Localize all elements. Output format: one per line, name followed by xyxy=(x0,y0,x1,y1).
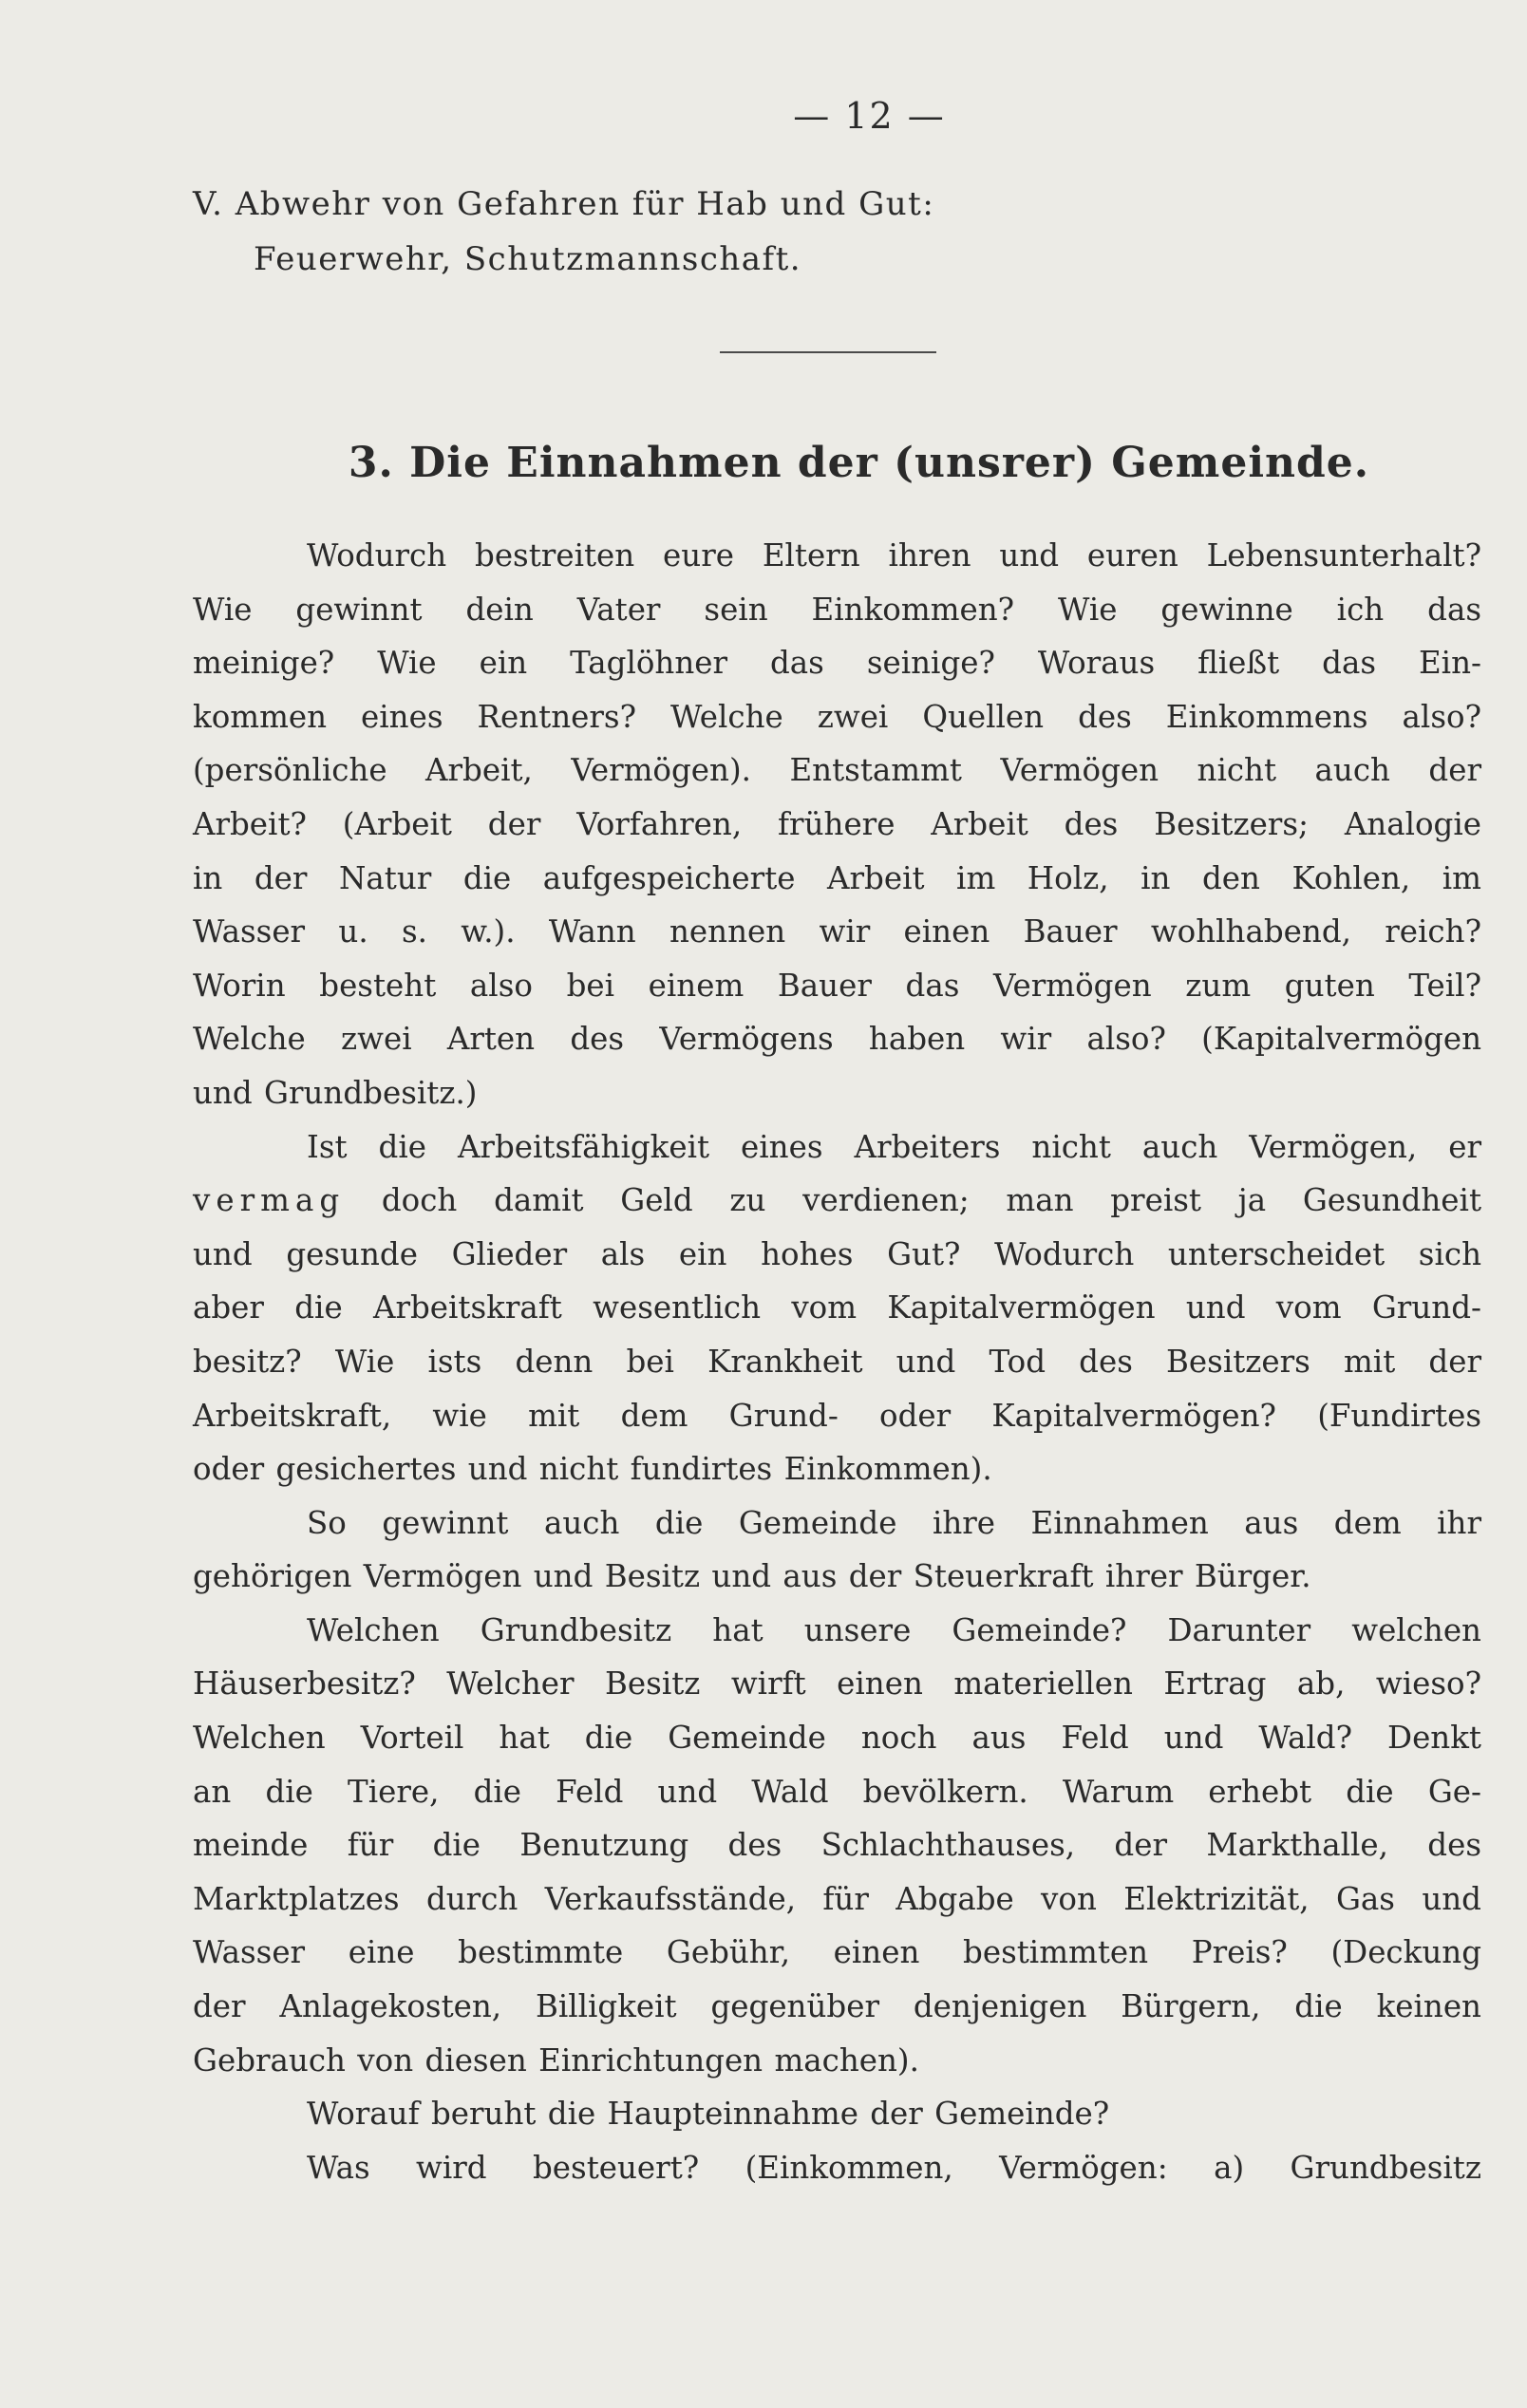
section-v-line-1: V. Abwehr von Gefahren für Hab und Gut: xyxy=(193,185,935,223)
text-line: Ist die Arbeitsfähigkeit eines Arbeiters nicht auch Vermögen, er xyxy=(307,1128,1481,1165)
text-line: oder gesichertes und nicht fundirtes Einkommen). xyxy=(193,1451,992,1488)
text-line: Wie gewinnt dein Vater sein Einkommen? Wie gewinne ich das xyxy=(193,591,1481,628)
section-v-line-2: Feuerwehr, Schutzmannschaft. xyxy=(254,240,802,278)
page-number: — 12 — xyxy=(793,95,946,137)
text-line: Gebrauch von diesen Einrichtungen machen). xyxy=(193,2041,919,2079)
text-line: Wodurch bestreiten eure Eltern ihren und euren Lebensunterhalt? xyxy=(307,537,1481,574)
section-divider xyxy=(720,351,936,353)
text-line: Welche zwei Arten des Vermögens haben wir also? (Kapitalvermögen xyxy=(193,1021,1481,1058)
section-v xyxy=(193,177,1481,287)
text-line: Häuserbesitz? Welcher Besitz wirft einen materiellen Ertrag ab, wieso? xyxy=(193,1665,1481,1703)
text-line: aber die Arbeitskraft wesentlich vom Kapitalvermögen und vom Grund- xyxy=(193,1289,1481,1326)
text-line: meinige? Wie ein Taglöhner das seinige? Woraus fließt das Ein- xyxy=(193,645,1481,682)
emphasized-word: vermag xyxy=(193,1182,346,1219)
text-line: und Grundbesitz.) xyxy=(193,1074,478,1111)
text-line: gehörigen Vermögen und Besitz und aus der Steuerkraft ihrer Bürger. xyxy=(193,1558,1311,1595)
body-text xyxy=(193,529,1481,2194)
text-line: Arbeit? (Arbeit der Vorfahren, frühere Arbeit des Besitzers; Analogie xyxy=(193,805,1481,842)
text-line: meinde für die Benutzung des Schlachthauses, der Markthalle, des xyxy=(193,1827,1481,1864)
text-line: Wasser u. s. w.). Wann nennen wir einen Bauer wohlhabend, reich? xyxy=(193,913,1481,950)
text-line: Worauf beruht die Haupteinnahme der Gemeinde? xyxy=(307,2096,1110,2133)
text-line: Worin besteht also bei einem Bauer das Vermögen zum guten Teil? xyxy=(193,967,1481,1004)
text-line: und gesunde Glieder als ein hohes Gut? Wodurch unterscheidet sich xyxy=(193,1235,1481,1272)
text-line: besitz? Wie ists denn bei Krankheit und Tod des Besitzers mit der xyxy=(193,1343,1481,1380)
text-line: vermag doch damit Geld zu verdienen; man preist ja Gesundheit xyxy=(193,1182,1481,1219)
text-line: (persönliche Arbeit, Vermögen). Entstammt Vermögen nicht auch der xyxy=(193,752,1481,789)
text-line: Welchen Grundbesitz hat unsere Gemeinde? Darunter welchen xyxy=(307,1611,1481,1648)
text-line: der Anlagekosten, Billigkeit gegenüber denjenigen Bürgern, die keinen xyxy=(193,1988,1481,2025)
text-line: kommen eines Rentners? Welche zwei Quellen des Einkommens also? xyxy=(193,698,1481,735)
section-heading: 3. Die Einnahmen der (unsrer) Gemeinde. xyxy=(348,439,1370,487)
text-line: an die Tiere, die Feld und Wald bevölkern. Warum erhebt die Ge- xyxy=(193,1773,1481,1810)
text-line: Wasser eine bestimmte Gebühr, einen bestimmten Preis? (Deckung xyxy=(193,1934,1481,1971)
text-line: Arbeitskraft, wie mit dem Grund- oder Kapitalvermögen? (Fundirtes xyxy=(193,1397,1481,1434)
text-line: So gewinnt auch die Gemeinde ihre Einnahmen aus dem ihr xyxy=(307,1504,1481,1541)
text-line: Marktplatzes durch Verkaufsstände, für Abgabe von Elektrizität, Gas und xyxy=(193,1880,1481,1917)
text-line: Welchen Vorteil hat die Gemeinde noch aus Feld und Wald? Denkt xyxy=(193,1720,1481,1757)
text-line: Was wird besteuert? (Einkommen, Vermögen: a) Grundbesitz xyxy=(307,2149,1481,2186)
text-line: in der Natur die aufgespeicherte Arbeit im Holz, in den Kohlen, im xyxy=(193,859,1481,896)
